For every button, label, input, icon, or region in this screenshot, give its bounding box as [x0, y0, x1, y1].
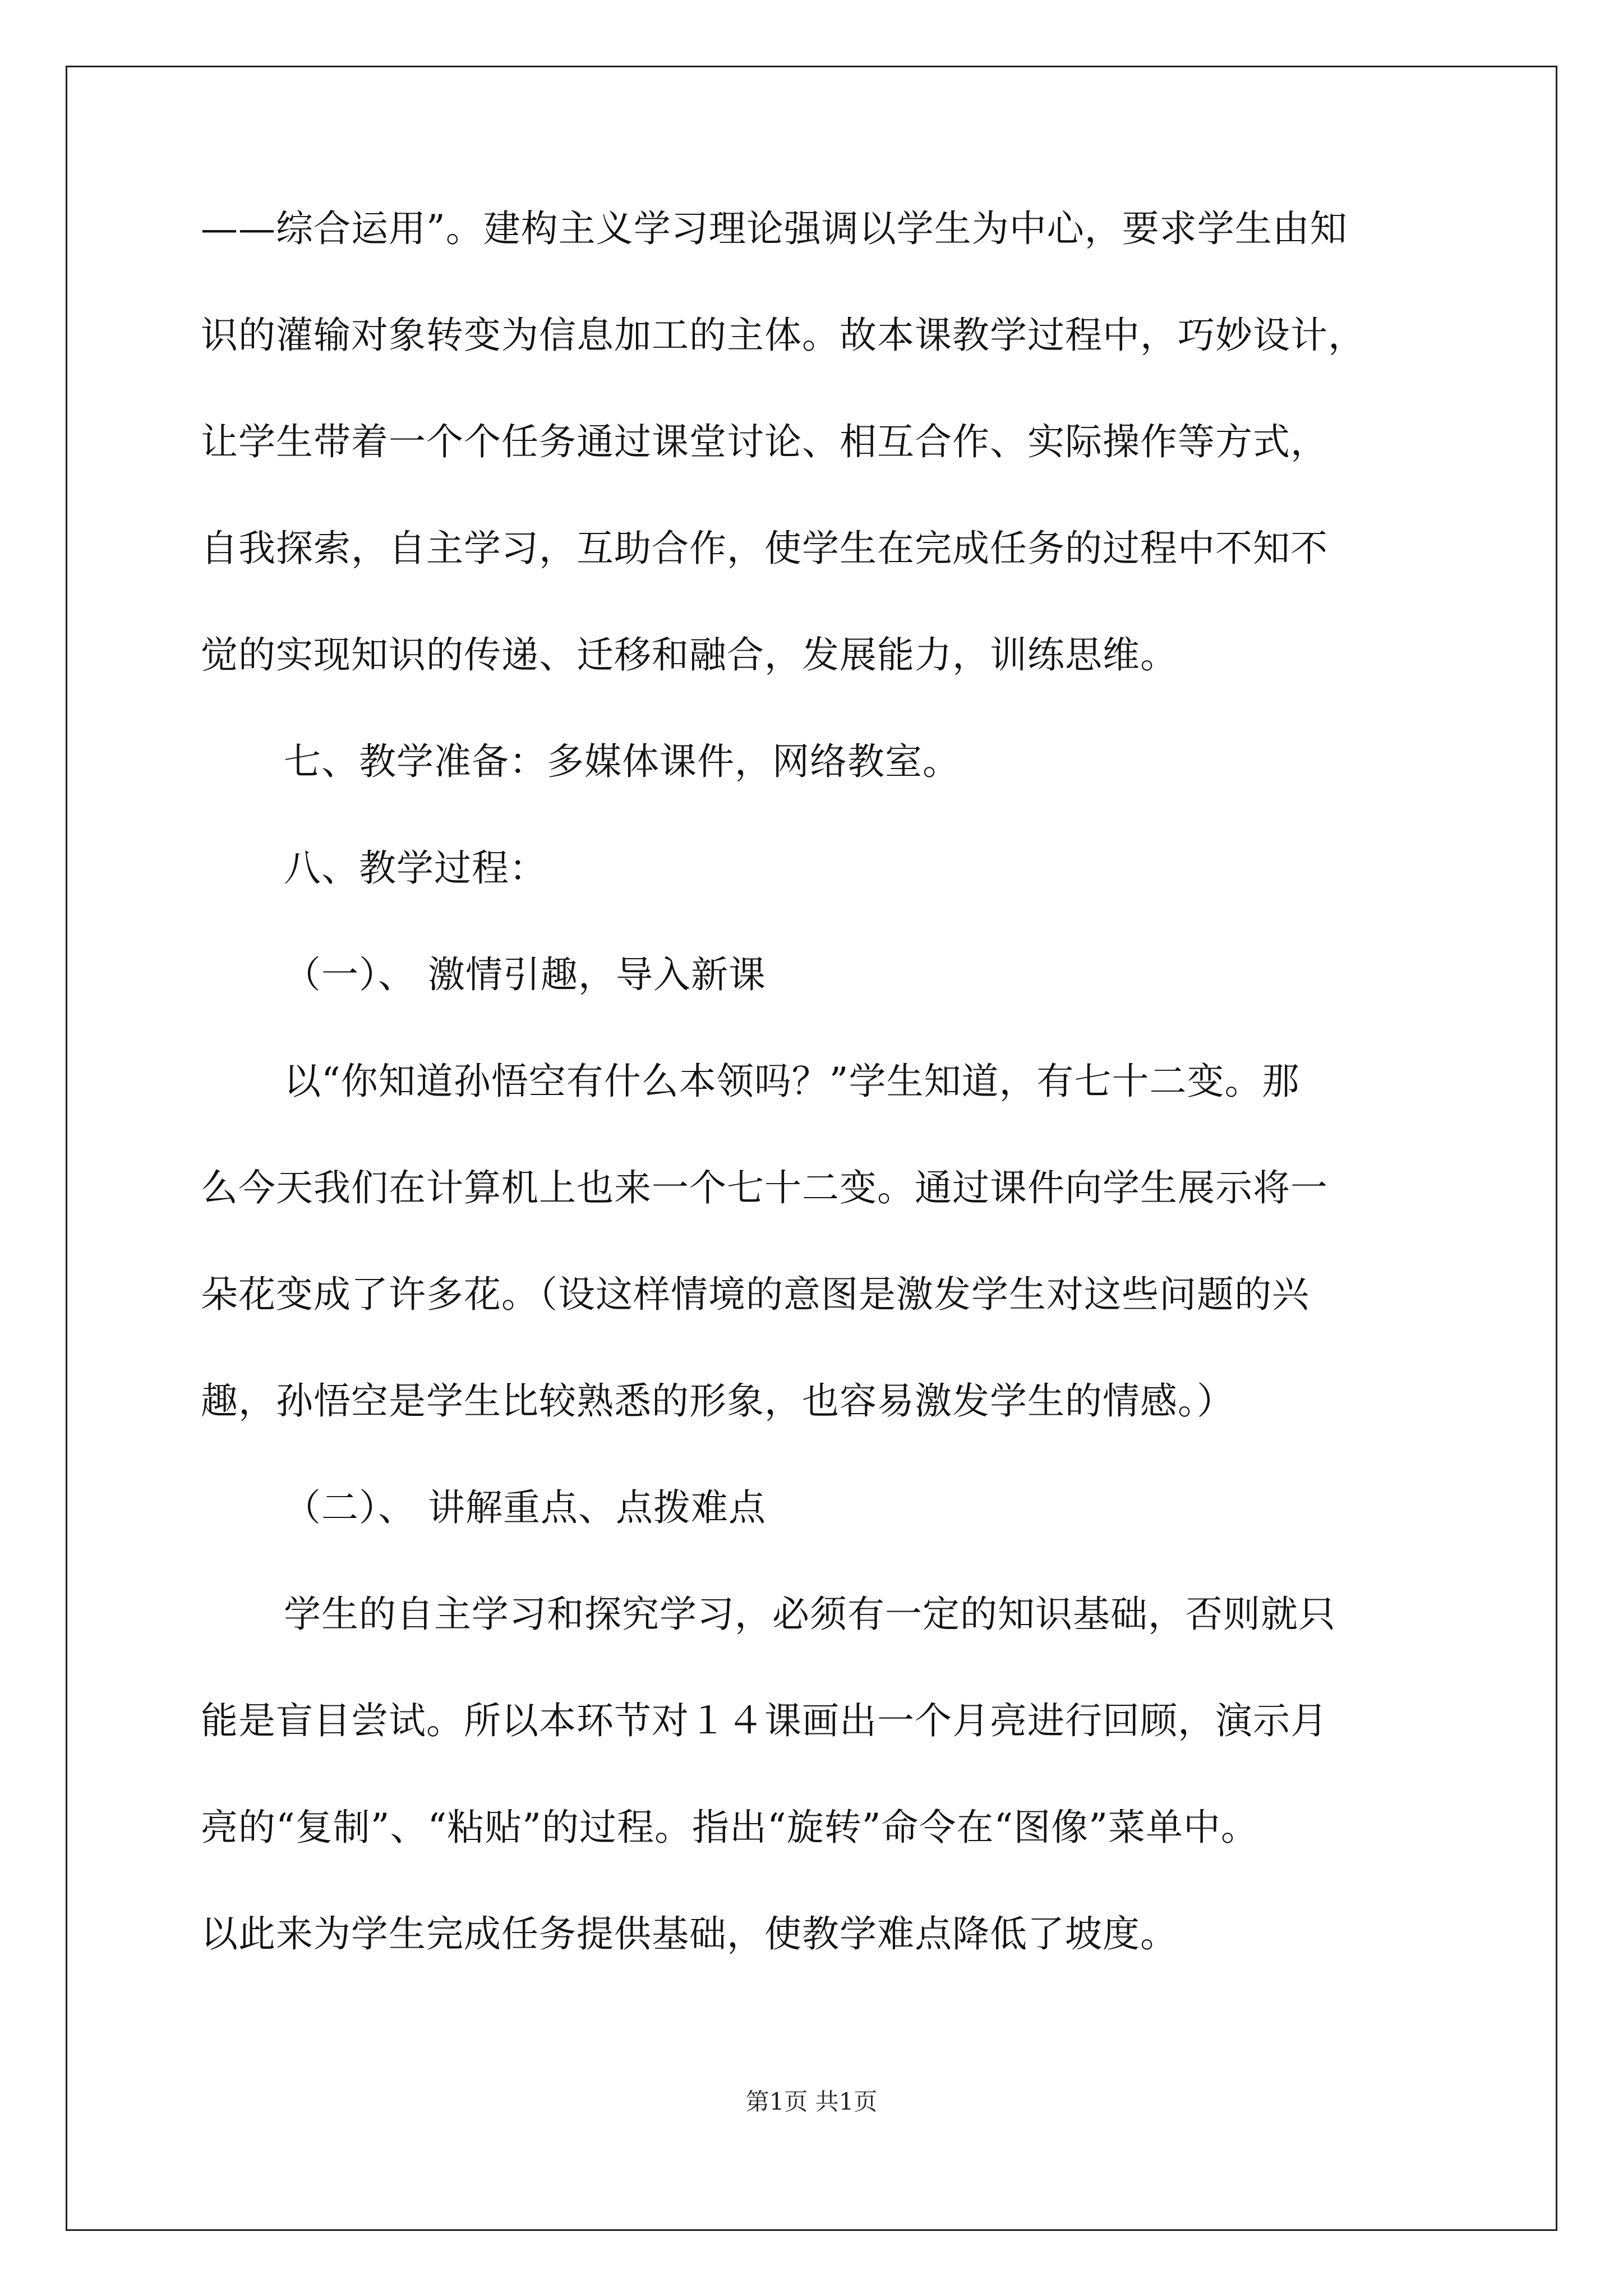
text-line: 自我探索，自主学习，互助合作，使学生在完成任务的过程中不知不: [201, 527, 1328, 570]
subsection-heading-2: （二）、 讲解重点、点拨难点: [284, 1486, 766, 1529]
text-line: 能是盲目尝试。所以本环节对１４课画出一个月亮进行回顾，演示月: [201, 1699, 1328, 1742]
text-line: 以“你知道孙悟空有什么本领吗？”学生知道，有七十二变。那: [284, 1060, 1300, 1103]
text-line: 学生的自主学习和探究学习，必须有一定的知识基础，否则就只: [284, 1593, 1336, 1636]
section-heading-preparation: 七、教学准备：多媒体课件，网络教室。: [284, 740, 960, 783]
text-line: ——综合运用”。建构主义学习理论强调以学生为中心，要求学生由知: [201, 207, 1348, 250]
subsection-heading-1: （一）、 激情引趣，导入新课: [284, 953, 766, 996]
page-footer: 第1页 共1页: [745, 2088, 878, 2115]
document-body: [201, 208, 1449, 2019]
text-line: 趣，孙悟空是学生比较熟悉的形象，也容易激发学生的情感。）: [201, 1379, 1234, 1423]
text-line: 觉的实现知识的传递、迁移和融合，发展能力，训练思维。: [201, 633, 1178, 677]
text-line: 以此来为学生完成任务提供基础，使教学难点降低了坡度。: [201, 1912, 1178, 1955]
text-line: 么今天我们在计算机上也来一个七十二变。通过课件向学生展示将一: [201, 1166, 1328, 1209]
text-line: 让学生带着一个个任务通过课堂讨论、相互合作、实际操作等方式，: [201, 420, 1328, 463]
text-line: 识的灌输对象转变为信息加工的主体。故本课教学过程中，巧妙设计，: [201, 314, 1366, 357]
text-line: 朵花变成了许多花。（设这样情境的意图是激发学生对这些问题的兴: [201, 1273, 1310, 1316]
section-heading-process: 八、教学过程：: [284, 846, 547, 890]
text-line: 亮的“复制”、“粘贴”的过程。指出“旋转”命令在“图像”菜单中。: [201, 1806, 1258, 1849]
